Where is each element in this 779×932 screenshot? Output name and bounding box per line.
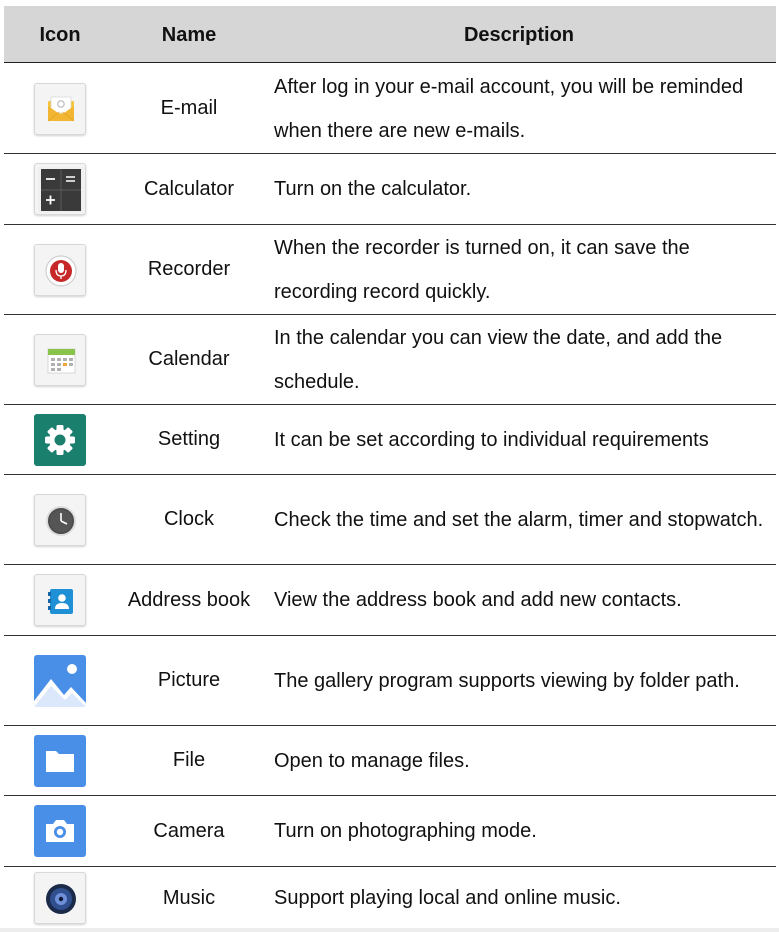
table-row bbox=[4, 225, 776, 315]
row-name: Clock bbox=[163, 508, 214, 530]
row-description: After log in your e-mail account, you will be reminded when there are new e-mails. bbox=[274, 75, 744, 142]
row-name: File bbox=[172, 749, 206, 771]
row-description: Support playing local and online music. bbox=[274, 887, 621, 909]
row-description: It can be set according to individual requirements bbox=[274, 428, 709, 451]
row-name: E-mail bbox=[160, 97, 218, 119]
row-name: Setting bbox=[157, 428, 221, 450]
row-description: Open to manage files. bbox=[274, 749, 470, 772]
header-name: Name bbox=[161, 24, 217, 46]
row-name: Music bbox=[162, 886, 216, 909]
calculator-icon bbox=[34, 163, 86, 215]
row-description: View the address book and add new contacts. bbox=[274, 589, 682, 611]
row-description: Turn on the calculator. bbox=[274, 178, 472, 200]
row-name: Address book bbox=[127, 588, 251, 611]
music-icon bbox=[34, 872, 86, 924]
table-row bbox=[4, 796, 776, 867]
row-name: Picture bbox=[157, 669, 221, 691]
row-name: Recorder bbox=[147, 258, 231, 280]
calendar-icon bbox=[34, 334, 86, 386]
bottom-divider bbox=[0, 928, 779, 932]
table-row bbox=[4, 636, 776, 726]
table-row bbox=[4, 726, 776, 796]
row-name: Calendar bbox=[148, 348, 230, 370]
table-row bbox=[4, 154, 776, 225]
recorder-icon bbox=[34, 244, 86, 296]
table-row bbox=[4, 315, 776, 405]
file-icon bbox=[34, 735, 86, 787]
email-icon bbox=[34, 83, 86, 135]
row-name: Calculator bbox=[143, 177, 235, 200]
table-row bbox=[4, 405, 776, 475]
table-row bbox=[4, 565, 776, 636]
row-description: The gallery program supports viewing by folder path. bbox=[274, 669, 740, 692]
table-row bbox=[4, 475, 776, 565]
header-description: Description bbox=[463, 24, 575, 46]
settings-icon bbox=[34, 414, 86, 466]
row-name: Camera bbox=[153, 819, 225, 842]
table-header bbox=[4, 6, 776, 63]
picture-icon bbox=[34, 655, 86, 707]
address-book-icon bbox=[34, 574, 86, 626]
row-description: Check the time and set the alarm, timer and stopwatch. bbox=[274, 508, 764, 531]
row-description: Turn on photographing mode. bbox=[274, 820, 537, 842]
clock-icon bbox=[34, 494, 86, 546]
header-icon: Icon bbox=[39, 24, 81, 46]
camera-icon bbox=[34, 805, 86, 857]
row-description: In the calendar you can view the date, and add the schedule. bbox=[274, 326, 723, 393]
table-row bbox=[4, 867, 776, 929]
table-row bbox=[4, 64, 776, 154]
row-description: When the recorder is turned on, it can save the recording record quickly. bbox=[274, 236, 690, 303]
